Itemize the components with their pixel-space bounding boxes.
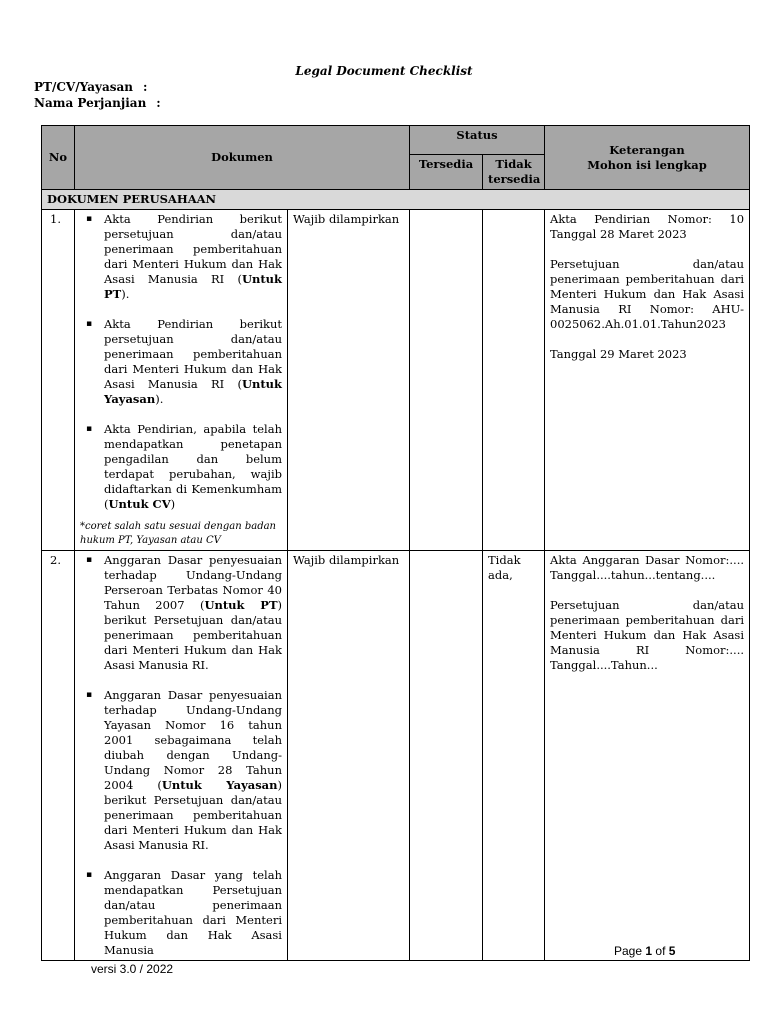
item-entity: Untuk Yayasan [161, 778, 278, 792]
list-item [80, 317, 282, 407]
bullet-icon: ▪ [86, 555, 93, 565]
header-tersedia: Tersedia [410, 155, 483, 190]
bullet-icon: ▪ [86, 319, 93, 329]
list-item [80, 868, 282, 958]
list-item [80, 553, 282, 673]
row-documents [75, 551, 288, 961]
agreement-field [34, 96, 161, 110]
page-total: 5 [668, 944, 676, 958]
item-entity: Untuk Yayasan [104, 377, 282, 406]
document-list [80, 553, 282, 958]
keterangan-paragraph: Persetujuan dan/atau penerimaan pemberitahuan dari Menteri Hukum dan Hak Asasi Manusia RI Nomor:.... Tanggal....Tahun... [550, 598, 745, 672]
item-entity: Untuk CV [108, 497, 171, 511]
list-item [80, 688, 282, 853]
page-current: 1 [645, 944, 653, 958]
agreement-field-colon: : [156, 96, 161, 110]
row-tersedia[interactable] [410, 210, 483, 551]
keterangan-paragraph: Tanggal 29 Maret 2023 [550, 347, 687, 361]
item-text: Akta Pendirian berikut persetujuan dan/atau penerimaan pemberitahuan dari Menteri Hukum dan Hak Asasi Manusia RI ( [104, 212, 282, 286]
checklist-table [41, 125, 750, 961]
page-of: of [655, 944, 666, 958]
table-row [42, 210, 750, 551]
keterangan-paragraph: Akta Pendirian Nomor: 10 Tanggal 28 Maret 2023 [550, 212, 745, 241]
header-keterangan-sub: Mohon isi lengkap [587, 157, 707, 172]
item-tail: ) [170, 497, 176, 511]
bullet-icon: ▪ [86, 214, 93, 224]
keterangan-paragraph: Akta Anggaran Dasar Nomor:.... Tanggal....tahun...tentang.... [550, 553, 745, 582]
row-number: 2. [42, 551, 75, 961]
row-tidak-tersedia[interactable] [483, 210, 545, 551]
row-requirement: Wajib dilampirkan [288, 551, 410, 961]
section-heading: DOKUMEN PERUSAHAAN [42, 190, 750, 210]
item-text: Akta Pendirian, apabila telah mendapatkan penetapan pengadilan dan belum terdapat perubahan, wajib didaftarkan di Kemenkumham ( [104, 422, 282, 511]
bullet-icon: ▪ [86, 424, 93, 434]
item-tail: ). [121, 287, 130, 301]
row-keterangan[interactable] [545, 210, 750, 551]
company-field-label: PT/CV/Yayasan [34, 80, 133, 94]
item-text: Anggaran Dasar penyesuaian terhadap Undang-Undang Perseroan Terbatas Nomor 40 Tahun 2007 ( [104, 553, 282, 612]
bullet-icon: ▪ [86, 690, 93, 700]
header-no: No [42, 126, 75, 190]
item-entity: Untuk PT [104, 272, 282, 301]
page-number [614, 944, 675, 958]
row-number: 1. [42, 210, 75, 551]
row-documents [75, 210, 288, 551]
item-text: Anggaran Dasar penyesuaian terhadap Undang-Undang Yayasan Nomor 16 tahun 2001 sebagaimana telah diubah dengan Undang-Undang Nomor 28 Tahun 2004 ( [104, 688, 282, 792]
header-keterangan-title: Keterangan [609, 142, 685, 157]
list-item [80, 422, 282, 512]
bullet-icon: ▪ [86, 870, 93, 880]
row-note: *coret salah satu sesuai dengan badan hukum PT, Yayasan atau CV [80, 521, 276, 546]
item-tail: ) berikut Persetujuan dan/atau penerimaan pemberitahuan dari Menteri Hukum dan Hak Asasi Manusia RI. [104, 778, 282, 852]
header-dokumen: Dokumen [75, 126, 410, 190]
table-row [42, 551, 750, 961]
item-text: Akta Pendirian berikut persetujuan dan/atau penerimaan pemberitahuan dari Menteri Hukum dan Hak Asasi Manusia RI ( [104, 317, 282, 391]
item-tail: ) berikut Persetujuan dan/atau penerimaan pemberitahuan dari Menteri Hukum dan Hak Asasi Manusia RI. [104, 598, 283, 672]
header-status: Status [410, 126, 545, 155]
item-entity: Untuk PT [204, 598, 278, 612]
version-label: versi 3.0 / 2022 [91, 962, 174, 976]
row-keterangan[interactable] [545, 551, 750, 961]
page-label: Page [614, 944, 643, 958]
document-list [80, 212, 282, 512]
row-tersedia[interactable] [410, 551, 483, 961]
row-tidak-tersedia[interactable]: Tidak ada, [483, 551, 545, 961]
item-text: Anggaran Dasar yang telah mendapatkan Persetujuan dan/atau penerimaan pemberitahuan dari Menteri Hukum dan Hak Asasi Manusia [104, 868, 282, 957]
header-tidak-tersedia: Tidak tersedia [483, 155, 545, 190]
agreement-field-label: Nama Perjanjian [34, 96, 147, 110]
list-item [80, 212, 282, 302]
keterangan-paragraph: Persetujuan dan/atau penerimaan pemberitahuan dari Menteri Hukum dan Hak Asasi Manusia RI Nomor: AHU-0025062.Ah.01.01.Tahun2023 [550, 257, 745, 331]
item-tail: ). [155, 392, 164, 406]
company-field [34, 80, 147, 94]
document-title: Legal Document Checklist [295, 64, 473, 78]
row-requirement: Wajib dilampirkan [288, 210, 410, 551]
header-keterangan [545, 126, 750, 190]
company-field-colon: : [143, 80, 148, 94]
